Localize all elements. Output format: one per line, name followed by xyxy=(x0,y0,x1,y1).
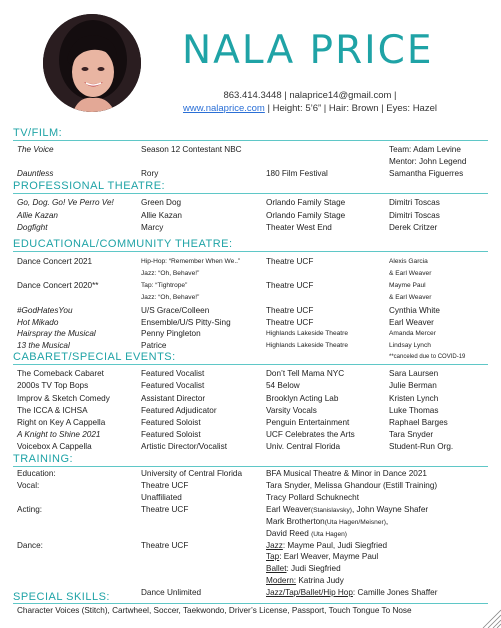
credit-row xyxy=(0,393,501,404)
section-rule xyxy=(13,364,488,365)
credit-row xyxy=(0,368,501,379)
teacher-method: (Uta Hagen/Meisner) xyxy=(324,519,386,526)
credit-title: The Voice xyxy=(17,145,54,154)
training-detail xyxy=(266,551,378,562)
dance-style-label: Tap xyxy=(266,552,280,561)
credit-role: Hip-Hop: “Remember When We..” xyxy=(141,258,241,265)
credit-row xyxy=(0,156,501,167)
credit-row xyxy=(0,317,501,328)
credit-role: U/S Grace/Colleen xyxy=(141,306,210,315)
credit-venue: Theatre UCF xyxy=(266,257,314,266)
credit-director: Sara Laursen xyxy=(389,369,439,378)
credit-director: Dimitri Toscas xyxy=(389,211,440,220)
credit-venue: 54 Below xyxy=(266,381,300,390)
credit-director: Cynthia White xyxy=(389,306,440,315)
dance-teachers: : Mayme Paul, Judi Siegfried xyxy=(282,541,388,550)
training-detail xyxy=(266,540,387,551)
credit-role: Featured Soloist xyxy=(141,418,201,427)
training-row xyxy=(0,504,501,515)
credit-row xyxy=(0,441,501,452)
credit-row xyxy=(0,197,501,208)
training-label: Dance: xyxy=(17,541,43,550)
credit-director: Derek Critzer xyxy=(389,223,438,232)
credit-role: Rory xyxy=(141,169,159,178)
credit-notes: Team: Adam Levine xyxy=(389,145,461,154)
credit-row xyxy=(0,222,501,233)
teacher-rest: , John Wayne Shafer xyxy=(351,505,429,514)
credit-title: Allie Kazan xyxy=(17,211,58,220)
section-rule xyxy=(13,140,488,141)
credit-row xyxy=(0,405,501,416)
training-school: University of Central Florida xyxy=(141,469,243,478)
credit-director: & Earl Weaver xyxy=(389,270,432,277)
credit-role: Featured Vocalist xyxy=(141,369,205,378)
credit-director: & Earl Weaver xyxy=(389,294,432,301)
credit-role: Season 12 Contestant NBC xyxy=(141,145,242,154)
credit-venue: Orlando Family Stage xyxy=(266,198,346,207)
credit-director: Alexis Garcia xyxy=(389,258,428,265)
training-detail xyxy=(266,504,428,516)
credit-role: Patrice xyxy=(141,341,167,350)
covid-note: **canceled due to COVID-19 xyxy=(389,354,466,360)
credit-venue: Theatre UCF xyxy=(266,318,314,327)
section-heading-professional-theatre: PROFESSIONAL THEATRE: xyxy=(13,180,166,192)
candidate-name: NALA PRICE xyxy=(182,28,434,73)
credit-role: Assistant Director xyxy=(141,394,206,403)
credit-row xyxy=(0,328,501,339)
credit-director: Tara Snyder xyxy=(389,430,434,439)
teacher-method: (Stanislavsky) xyxy=(310,507,352,514)
training-row xyxy=(0,480,501,491)
credit-venue: Brooklyn Acting Lab xyxy=(266,394,339,403)
credit-title: A Knight to Shine 2021 xyxy=(17,430,101,439)
credit-venue: Varsity Vocals xyxy=(266,406,317,415)
training-detail xyxy=(266,575,344,586)
training-detail xyxy=(266,587,437,598)
training-school: Theatre UCF xyxy=(141,541,189,550)
section-rule xyxy=(13,251,488,252)
credit-title: Dance Concert 2020** xyxy=(17,281,99,290)
credit-role: Green Dog xyxy=(141,198,182,207)
section-heading-special-skills: SPECIAL SKILLS: xyxy=(13,591,110,603)
credit-venue: Univ. Central Florida xyxy=(266,442,341,451)
credit-director: Kristen Lynch xyxy=(389,394,439,403)
section-heading-cabaret: CABARET/SPECIAL EVENTS: xyxy=(13,351,176,363)
credit-notes: Samantha Figuerres xyxy=(389,169,464,178)
credit-row xyxy=(0,256,501,267)
training-school: Dance Unlimited xyxy=(141,588,202,597)
credit-title: The Comeback Cabaret xyxy=(17,369,104,378)
training-school: Theatre UCF xyxy=(141,481,189,490)
credit-row xyxy=(0,144,501,155)
teacher-rest: , xyxy=(385,517,389,526)
credit-director: Mayme Paul xyxy=(389,282,426,289)
credit-role: Tap: “Tightrope” xyxy=(141,282,188,289)
training-label: Vocal: xyxy=(17,481,40,490)
credit-venue: Theatre UCF xyxy=(266,281,314,290)
credit-notes: Mentor: John Legend xyxy=(389,157,467,166)
credit-director: Amanda Mercer xyxy=(389,330,436,337)
credit-venue: UCF Celebrates the Arts xyxy=(266,430,355,439)
credit-row xyxy=(0,280,501,291)
credit-row xyxy=(0,380,501,391)
credit-title: 2000s TV Top Bops xyxy=(17,381,89,390)
dance-style-label: Ballet xyxy=(266,564,287,573)
credit-director: Lindsay Lynch xyxy=(389,342,431,349)
dance-teachers: : Judi Siegfried xyxy=(286,564,341,573)
credit-row xyxy=(0,292,501,303)
credit-title: #GodHatesYou xyxy=(17,306,73,315)
credit-title: Improv & Sketch Comedy xyxy=(17,394,110,403)
credit-director: Dimitri Toscas xyxy=(389,198,440,207)
section-heading-educational-theatre: EDUCATIONAL/COMMUNITY THEATRE: xyxy=(13,238,233,250)
credit-venue: Theatre UCF xyxy=(266,306,314,315)
credit-venue: Don’t Tell Mama NYC xyxy=(266,369,345,378)
credit-director: Earl Weaver xyxy=(389,318,434,327)
credit-venue: Orlando Family Stage xyxy=(266,211,346,220)
credit-venue: Highlands Lakeside Theatre xyxy=(266,342,348,349)
website-link[interactable]: www.nalaprice.com xyxy=(183,103,265,114)
dance-teachers: : Earl Weaver, Mayme Paul xyxy=(279,552,379,561)
training-detail xyxy=(266,516,388,528)
credit-role: Featured Soloist xyxy=(141,430,201,439)
credit-role: Artistic Director/Vocalist xyxy=(141,442,227,451)
contact-line-2 xyxy=(0,103,501,114)
training-row xyxy=(0,575,501,586)
credit-role: Featured Adjudicator xyxy=(141,406,217,415)
credit-row xyxy=(0,210,501,221)
special-skills-list: Character Voices (Stitch), Cartwheel, Soccer, Taekwondo, Driver’s License, Passport, Touch Tongue To Nose xyxy=(17,606,412,615)
training-detail: Tracy Pollard Schuknecht xyxy=(266,493,359,502)
credit-title: Dauntless xyxy=(17,169,54,178)
contact-line-1: 863.414.3448 | nalaprice14@gmail.com | xyxy=(223,90,397,101)
credit-title: Hot Mikado xyxy=(17,318,59,327)
training-detail: Tara Snyder, Melissa Ghandour (Estill Training) xyxy=(266,481,438,490)
credit-venue: 180 Film Festival xyxy=(266,169,328,178)
training-detail: BFA Musical Theatre & Minor in Dance 2021 xyxy=(266,469,427,478)
credit-role: Allie Kazan xyxy=(141,211,182,220)
training-label: Education: xyxy=(17,469,56,478)
credit-row xyxy=(0,417,501,428)
credit-venue: Highlands Lakeside Theatre xyxy=(266,330,348,337)
training-label: Acting: xyxy=(17,505,43,514)
credit-title: The ICCA & ICHSA xyxy=(17,406,88,415)
credit-row xyxy=(0,429,501,440)
credit-director: Raphael Barges xyxy=(389,418,448,427)
credit-row xyxy=(0,305,501,316)
credit-title: Go, Dog. Go! Ve Perro Ve! xyxy=(17,198,114,207)
dance-style-label: Modern: xyxy=(266,576,297,585)
credit-row xyxy=(0,168,501,179)
dance-teachers: Katrina Judy xyxy=(296,576,344,585)
dance-style-label: Jazz/Tap/Ballet/Hip Hop xyxy=(266,588,353,597)
teacher-name: Earl Weaver xyxy=(266,505,311,514)
training-row xyxy=(0,492,501,503)
training-school: Unaffiliated xyxy=(141,493,182,502)
training-row xyxy=(0,563,501,574)
credit-title: 13 the Musical xyxy=(17,341,70,350)
section-rule xyxy=(13,466,488,467)
teacher-name: David Reed xyxy=(266,529,312,538)
dance-teachers: : Camille Jones Shaffer xyxy=(352,588,438,597)
training-row xyxy=(0,540,501,551)
training-row xyxy=(0,551,501,562)
credit-row xyxy=(0,268,501,279)
credit-venue: Penguin Entertainment xyxy=(266,418,350,427)
credit-title: Dogfight xyxy=(17,223,48,232)
credit-role: Jazz: “Oh, Behave!” xyxy=(141,270,200,277)
training-row xyxy=(0,468,501,479)
page-corner-icon xyxy=(479,606,501,628)
credit-director: Luke Thomas xyxy=(389,406,439,415)
credit-title: Dance Concert 2021 xyxy=(17,257,93,266)
credit-role: Penny Pingleton xyxy=(141,329,201,338)
credit-title: Right on Key A Cappella xyxy=(17,418,106,427)
teacher-method: (Uta Hagen) xyxy=(311,531,347,538)
training-row xyxy=(0,528,501,539)
training-detail xyxy=(266,528,347,540)
training-row xyxy=(0,516,501,527)
credit-title: Hairspray the Musical xyxy=(17,329,96,338)
credit-role: Jazz: “Oh, Behave!” xyxy=(141,294,200,301)
dance-style-label: Jazz xyxy=(266,541,283,550)
credit-row xyxy=(0,340,501,351)
section-rule xyxy=(13,603,488,604)
contact-details: | Height: 5’6” | Hair: Brown | Eyes: Hazel xyxy=(267,103,437,114)
section-heading-tv-film: TV/FILM: xyxy=(13,127,63,139)
credit-role: Ensemble/U/S Pitty-Sing xyxy=(141,318,231,327)
section-heading-training: TRAINING: xyxy=(13,453,74,465)
teacher-name: Mark Brotherton xyxy=(266,517,325,526)
credit-director: Student-Run Org. xyxy=(389,442,454,451)
credit-role: Marcy xyxy=(141,223,164,232)
credit-title: Voicebox A Cappella xyxy=(17,442,92,451)
credit-director: Julie Berman xyxy=(389,381,437,390)
credit-role: Featured Vocalist xyxy=(141,381,205,390)
training-school: Theatre UCF xyxy=(141,505,189,514)
section-rule xyxy=(13,193,488,194)
credit-venue: Theater West End xyxy=(266,223,332,232)
training-detail xyxy=(266,563,341,574)
